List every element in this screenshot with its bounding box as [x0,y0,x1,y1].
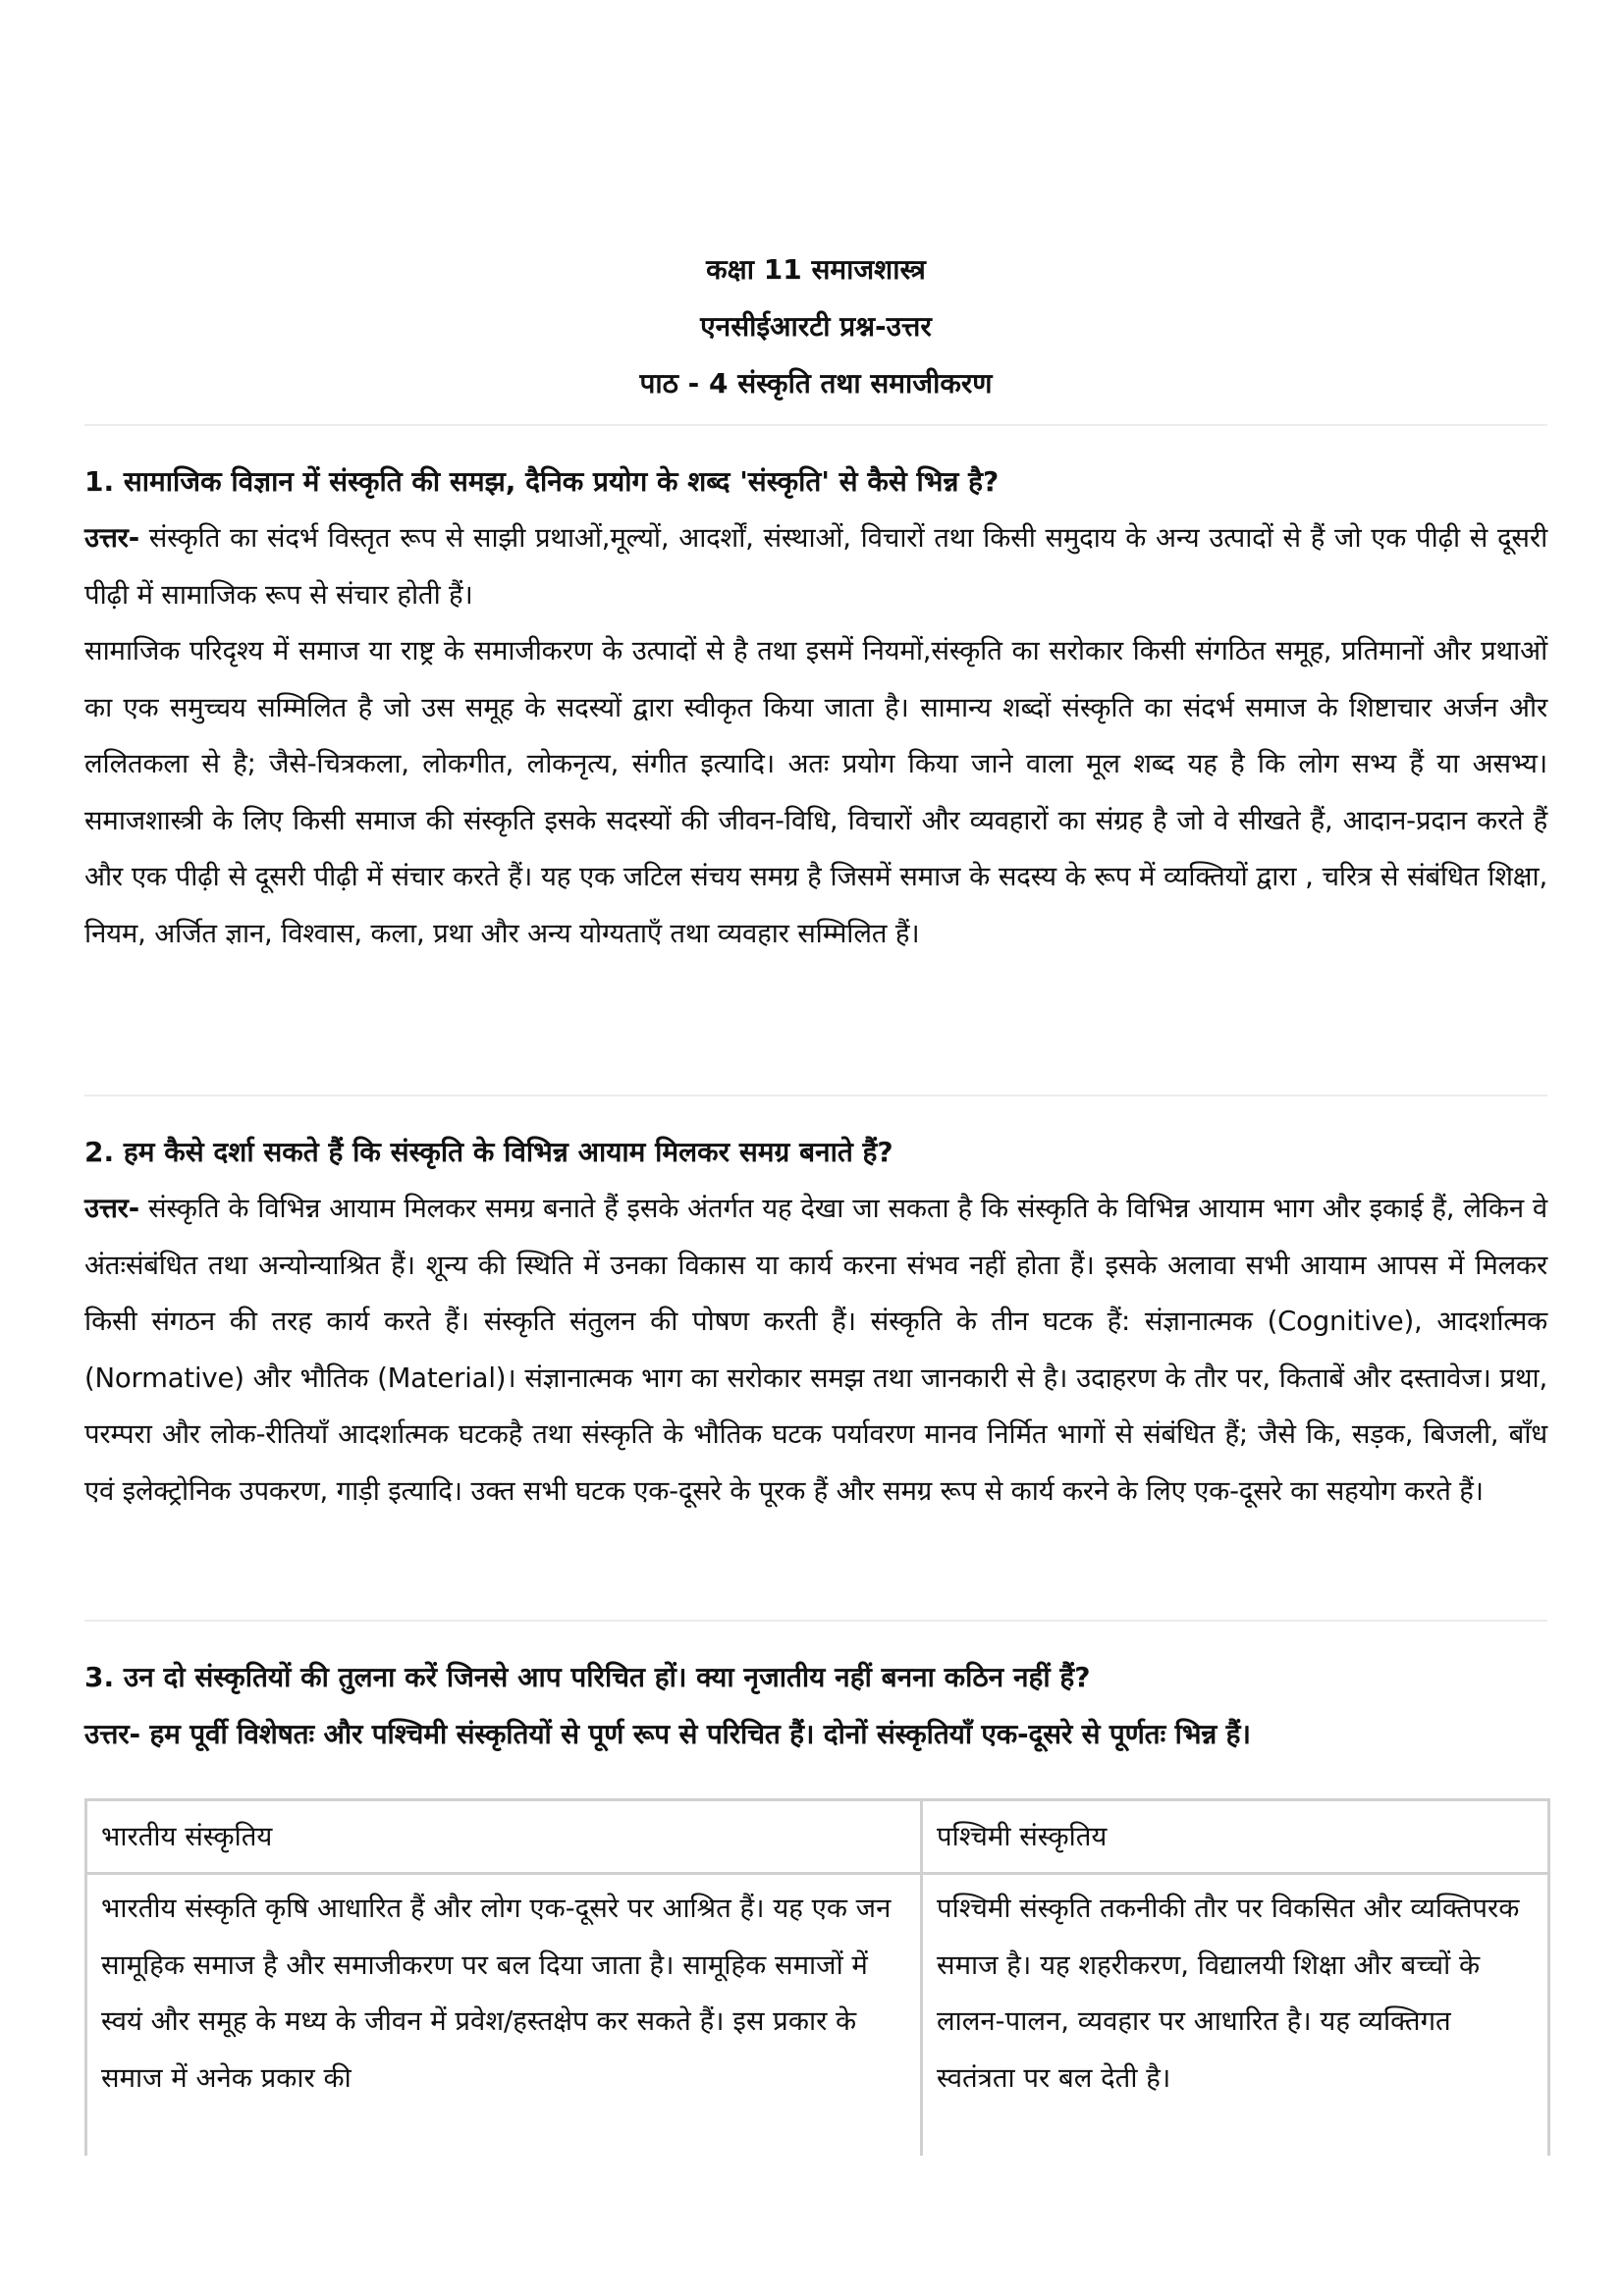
answer-label: उत्तर- [84,522,139,554]
answer-2-text: संस्कृति के विभिन्न आयाम मिलकर समग्र बनाते हैं इसके अंतर्गत यह देखा जा सकता है कि संस्कृति के विभिन्न आयाम भाग और इकाई हैं, लेकिन वे अंतःसंबंधित तथा अन्योन्याश्रित हैं। शून्य की स्थिति में उनका विकास या कार्य करना संभव नहीं होता हैं। इसके अलावा सभी आयाम आपस में मिलकर किसी संगठन की तरह कार्य करते हैं। संस्कृति संतुलन की पोषण करती हैं। संस्कृति के तीन घटक हैं: संज्ञानात्मक (Cognitive), आदर्शात्मक (Normative) और भौतिक (Material)। संज्ञानात्मक भाग का सरोकार समझ तथा जानकारी से है। उदाहरण के तौर पर, किताबें और दस्तावेज। प्रथा, परम्परा और लोक-रीतियाँ आदर्शात्मक घटकहै तथा संस्कृति के भौतिक घटक पर्यावरण मानव निर्मित भागों से संबंधित हैं; जैसे कि, सड़क, बिजली, बाँध एवं इलेक्ट्रोनिक उपकरण, गाड़ी इत्यादि। उक्त सभी घटक एक-दूसरे के पूरक हैं और समग्र रूप से कार्य करने के लिए एक-दूसरे का सहयोग करते हैं। [84,1193,1547,1507]
answer-3 [84,1706,1547,1763]
question-2-section [84,1124,1547,1520]
divider [84,1095,1547,1096]
answer-3-text: हम पूर्वी विशेषतः और पश्चिमी संस्कृतियों से पूर्ण रूप से परिचित हैं। दोनों संस्कृतियाँ एक-दूसरे से पूर्णतः भिन्न हैं। [139,1718,1251,1750]
chapter-title: पाठ - 4 संस्कृति तथा समाजीकरण [639,367,993,400]
question-2: 2. हम कैसे दर्शा सकते हैं कि संस्कृति के विभिन्न आयाम मिलकर समग्र बनाते हैं? [84,1136,893,1168]
answer-1-text: संस्कृति का संदर्भ विस्तृत रूप से साझी प्रथाओं,मूल्यों, आदर्शों, संस्थाओं, विचारों तथा किसी समुदाय के अन्य उत्पादों से हैं जो एक पीढ़ी से दूसरी पीढ़ी में सामाजिक रूप से संचार होती हैं। [84,522,1547,611]
document-header [84,241,1547,412]
divider [84,424,1547,426]
question-3-section [84,1649,1547,1763]
table-row [86,1874,1549,2157]
question-3: 3. उन दो संस्कृतियों की तुलना करें जिनसे आप परिचित हों। क्या नृजातीय नहीं बनना कठिन नहीं हैं? [84,1661,1091,1693]
question-1: 1. सामाजिक विज्ञान में संस्कृति की समझ, दैनिक प्रयोग के शब्द 'संस्कृति' से कैसे भिन्न है? [84,465,1000,498]
comparison-table-wrap [84,1798,1547,2152]
answer-label: उत्तर- [84,1718,140,1750]
class-subject-title: कक्षा 11 समाजशास्त्र [706,253,926,286]
ncert-title: एनसीईआरटी प्रश्न-उत्तर [700,310,932,343]
table-header-western: पश्चिमी संस्कृतिय [922,1800,1549,1874]
answer-2 [84,1181,1547,1520]
comparison-table [84,1798,1550,2156]
table-header-indian: भारतीय संस्कृतिय [86,1800,922,1874]
answer-1-para-2: सामाजिक परिदृश्य में समाज या राष्ट्र के समाजीकरण के उत्पादों से है तथा इसमें नियमों,संस्कृति का सरोकार किसी संगठित समूह, प्रतिमानों और प्रथाओं का एक समुच्चय सम्मिलित है जो उस समूह के सदस्यों द्वारा स्वीकृत किया जाता है। सामान्य शब्दों संस्कृति का संदर्भ समाज के शिष्टाचार अर्जन और ललितकला से है; जैसे-चित्रकला, लोकगीत, लोकनृत्य, संगीत इत्यादि। अतः प्रयोग किया जाने वाला मूल शब्द यह है कि लोग सभ्य हैं या असभ्य। समाजशास्त्री के लिए किसी समाज की संस्कृति इसके सदस्यों की जीवन-विधि, विचारों और व्यवहारों का संग्रह है जो वे सीखते हैं, आदान-प्रदान करते हैं और एक पीढ़ी से दूसरी पीढ़ी में संचार करते हैं। यह एक जटिल संचय समग्र है जिसमें समाज के सदस्य के रूप में व्यक्तियों द्वारा , चरित्र से संबंधित शिक्षा, नियम, अर्जित ज्ञान, विश्वास, कला, प्रथा और अन्य योग्यताएँ तथा व्यवहार सम्मिलित हैं। [84,635,1547,949]
answer-1-para-1 [84,510,1547,623]
answer-label: उत्तर- [84,1193,139,1224]
table-header-row [86,1800,1549,1874]
table-cell-indian: भारतीय संस्कृति कृषि आधारित हैं और लोग एक-दूसरे पर आश्रित हैं। यह एक जन सामूहिक समाज है और समाजीकरण पर बल दिया जाता है। सामूहिक समाजों में स्वयं और समूह के मध्य के जीवन में प्रवेश/हस्तक्षेप कर सकते हैं। इस प्रकार के समाज में अनेक प्रकार की [86,1874,922,2157]
table-cell-western: पश्चिमी संस्कृति तकनीकी तौर पर विकसित और व्यक्तिपरक समाज है। यह शहरीकरण, विद्यालयी शिक्षा और बच्चों के लालन-पालन, व्यवहार पर आधारित है। यह व्यक्तिगत स्वतंत्रता पर बल देती है। [922,1874,1549,2157]
divider [84,1620,1547,1622]
question-1-section [84,454,1547,962]
